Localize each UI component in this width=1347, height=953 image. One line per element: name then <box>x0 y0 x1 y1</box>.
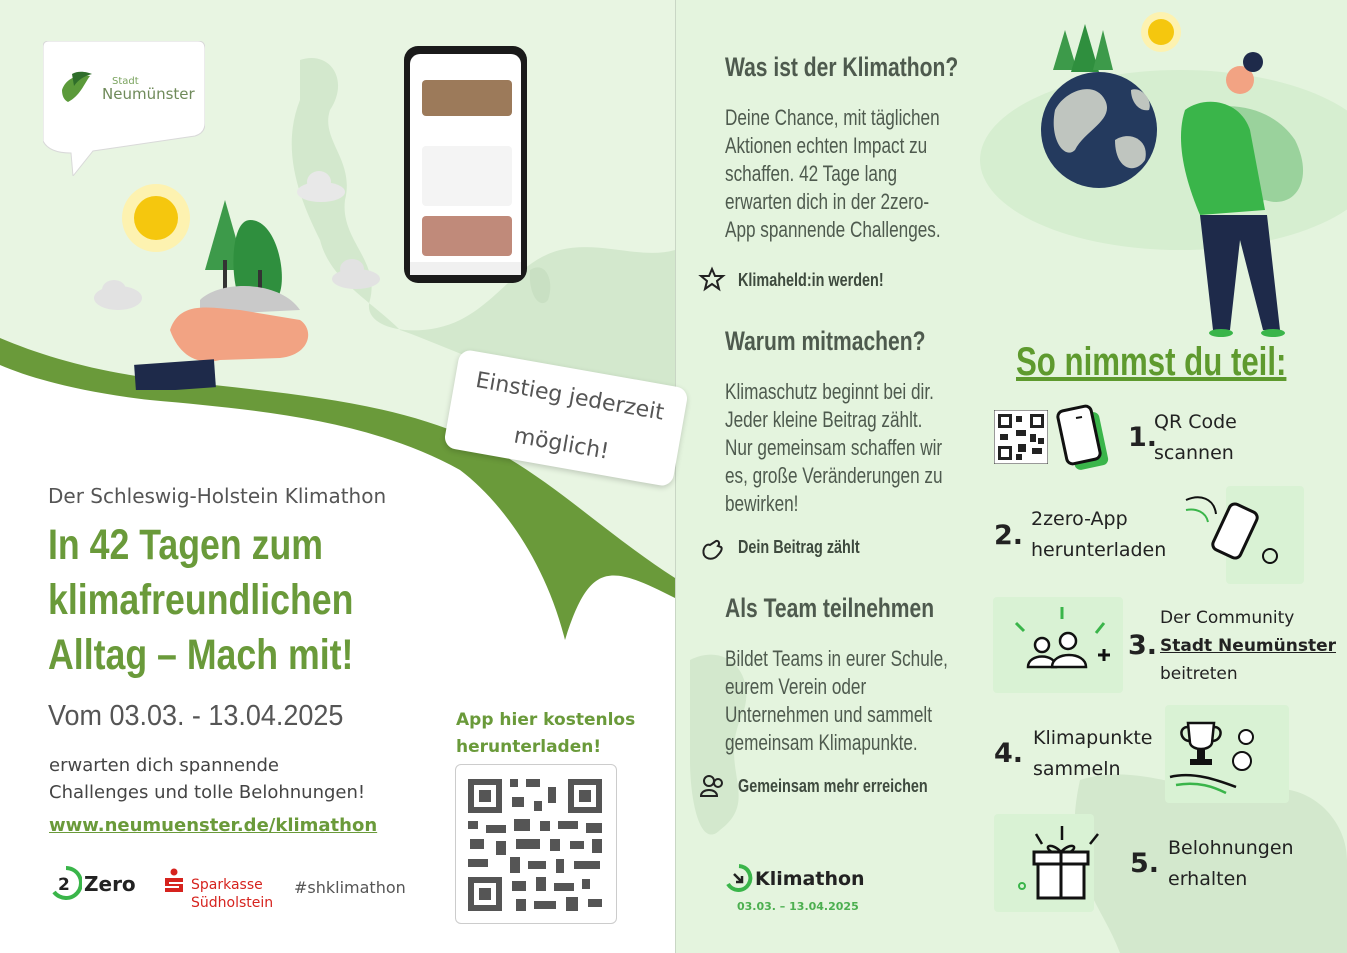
step-line: scannen <box>1154 442 1234 464</box>
event-subtitle: Der Schleswig-Holstein Klimathon <box>48 484 387 508</box>
section-tagline: Klimaheld:in werden! <box>738 270 884 290</box>
step-number: 1. <box>1128 422 1158 453</box>
section-heading: Warum mitmachen? <box>725 326 926 356</box>
body-line: erwarten dich in der 2zero- <box>725 189 930 214</box>
city-leaf-icon <box>58 70 96 106</box>
step-text <box>1168 833 1294 895</box>
group-icon <box>698 772 728 800</box>
hashtag: #shklimathon <box>294 878 406 897</box>
how-to-title: So nimmst du teil: <box>1016 340 1287 384</box>
step-line: Der Community <box>1160 608 1295 628</box>
section-tagline: Dein Beitrag zählt <box>738 537 860 557</box>
intro-line: erwarten dich spannende <box>49 755 279 776</box>
cloud-icon <box>295 168 347 204</box>
app-label-line: herunterladen! <box>456 737 602 757</box>
step-line: Belohnungen <box>1168 837 1294 859</box>
star-icon <box>698 266 726 294</box>
step-line: erhalten <box>1168 868 1248 890</box>
step-text <box>1154 407 1237 469</box>
step-line: Klimapunkte <box>1033 727 1153 749</box>
body-line: gemeinsam Klimapunkte. <box>725 730 918 755</box>
logo-city-name: Neumünster <box>102 85 195 103</box>
body-line: App spannende Challenges. <box>725 217 941 242</box>
badge-line-1: Einstieg jederzeit <box>473 367 666 426</box>
section-heading: Als Team teilnehmen <box>725 593 935 623</box>
step-number: 3. <box>1128 630 1158 661</box>
section-heading: Was ist der Klimathon? <box>725 52 959 82</box>
panel-divider <box>675 0 676 953</box>
zero-wordmark: Zero <box>84 872 136 896</box>
step-number: 2. <box>994 520 1024 551</box>
badge-line-2: möglich! <box>511 423 611 465</box>
body-line: eurem Verein oder <box>725 674 867 699</box>
community-icon <box>1010 605 1120 685</box>
body-line: Jeder kleine Beitrag zählt. <box>725 407 923 432</box>
headline-line: In 42 Tagen zum <box>48 521 324 569</box>
step-text <box>1033 723 1152 785</box>
website-link[interactable]: www.neumuenster.de/klimathon <box>49 815 378 836</box>
klimathon-logo-icon <box>725 864 753 894</box>
section-body <box>725 645 948 757</box>
headline-line: klimafreundlichen <box>48 576 354 624</box>
step-number: 5. <box>1130 848 1160 879</box>
sparkasse-line: Südholstein <box>191 895 274 911</box>
step-line: herunterladen <box>1031 539 1167 561</box>
event-dates: Vom 03.03. - 13.04.2025 <box>48 700 344 732</box>
app-download-label <box>456 707 635 761</box>
sparkasse-name <box>191 876 273 912</box>
logo-bubble <box>43 41 205 176</box>
step-text <box>1160 604 1336 688</box>
body-line: Nur gemeinsam schaffen wir <box>725 435 943 460</box>
cloud-icon <box>330 255 382 289</box>
body-line: Unternehmen und sammelt <box>725 702 932 727</box>
klimathon-wordmark: Klimathon <box>755 868 865 890</box>
person-globe-illustration <box>1035 10 1325 340</box>
headline <box>48 518 353 683</box>
body-line: schaffen. 42 Tage lang <box>725 161 898 186</box>
body-line: Aktionen echten Impact zu <box>725 133 928 158</box>
qr-code-icon <box>994 410 1048 464</box>
trophy-icon <box>1164 715 1264 795</box>
headline-line: Alltag – Mach mit! <box>48 631 354 679</box>
download-phone-icon <box>1180 492 1290 572</box>
section-body <box>725 104 941 244</box>
intro-text <box>49 752 409 806</box>
qr-code-icon <box>456 765 616 923</box>
body-line: Klimaschutz beginnt bei dir. <box>725 379 934 404</box>
sparkasse-logo-icon <box>163 868 185 894</box>
step-line: 2zero-App <box>1031 508 1128 530</box>
logo-top-word: Stadt <box>112 76 139 87</box>
body-line: Deine Chance, mit täglichen <box>725 105 940 130</box>
step-line: QR Code <box>1154 411 1237 433</box>
app-qr-frame[interactable] <box>455 764 617 924</box>
hand-trees-illustration <box>90 180 330 390</box>
body-line: es, große Veränderungen zu <box>725 463 943 488</box>
section-body <box>725 378 943 518</box>
smartphone-icon <box>1056 404 1112 470</box>
intro-line: Challenges und tolle Belohnungen! <box>49 782 366 803</box>
zero-digit: 2 <box>58 875 70 895</box>
community-link[interactable]: Stadt Neumünster <box>1160 636 1336 656</box>
step-text <box>1031 504 1166 566</box>
step-line: sammeln <box>1033 758 1121 780</box>
app-label-line: App hier kostenlos <box>456 710 636 730</box>
gift-icon <box>1012 822 1112 906</box>
klimathon-dates: 03.03. – 13.04.2025 <box>737 900 859 913</box>
sparkasse-line: Sparkasse <box>191 877 263 893</box>
body-line: bewirken! <box>725 491 799 516</box>
body-line: Bildet Teams in eurer Schule, <box>725 646 948 671</box>
step-number: 4. <box>994 738 1024 769</box>
phone-mockup <box>404 46 527 283</box>
clapping-hands-icon <box>698 535 726 563</box>
section-tagline: Gemeinsam mehr erreichen <box>738 776 928 796</box>
step-line: beitreten <box>1160 664 1238 684</box>
